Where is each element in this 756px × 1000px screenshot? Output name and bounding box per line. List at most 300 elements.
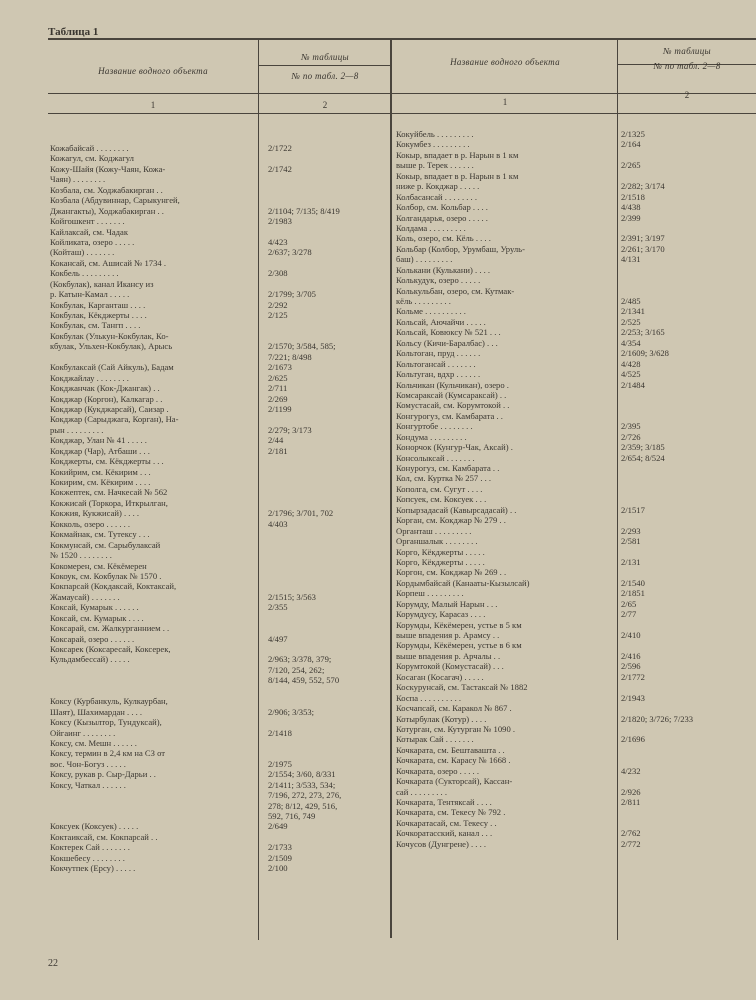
entry-reference: 2/581: [621, 536, 641, 547]
entry-name: Органшалык . . . . . . . .: [396, 536, 478, 547]
entry-name: Колькудук, озеро . . . . .: [396, 275, 481, 286]
entry-name: Кокмайнак, см. Тутексу . . .: [50, 529, 150, 540]
entry-name: Кочкарата, Тентяксай . . . .: [396, 797, 492, 807]
entry-name: Кондума . . . . . . . . .: [396, 431, 467, 442]
entry-name: Копсуек, см. Коксуек . . .: [396, 494, 487, 505]
entry-reference: [621, 755, 755, 765]
entry-reference: 4/131: [621, 254, 641, 265]
entry-reference: 2/1609; 3/628: [621, 348, 669, 359]
entry-name: выше р. Терек . . . . . .: [396, 160, 474, 171]
entry-reference: 2/1983: [268, 216, 292, 227]
entry-reference: [621, 494, 755, 504]
entry-reference: 2/1570; 3/584, 585;: [268, 341, 336, 352]
entry-reference: [621, 275, 755, 285]
entry-name: Кокирим, см. Кёкирим . . . .: [50, 477, 151, 487]
entry-name: Конорчок (Кунгур-Чак, Аксай) .: [396, 442, 513, 453]
entry-name: Кокджайлау . . . . . . . .: [50, 372, 129, 383]
entry-name: Коксарай, см. Жалкурганнием . .: [50, 623, 170, 634]
right-column-divider: [617, 40, 618, 940]
entry-name: Комсараксай (Кумсараксай) . .: [396, 389, 507, 400]
entry-reference: 2/649: [268, 821, 288, 832]
entry-name: Кольтоган, пруд . . . . . .: [396, 348, 481, 359]
entry-name: Корго, Кёкджерты . . . . .: [396, 546, 485, 557]
right-ref-header-line2: № по табл. 2—8: [653, 61, 721, 71]
entry-name: Кайлаксай, см. Чадак: [50, 226, 129, 237]
entry-reference: [268, 227, 388, 237]
entry-name: Кокансай, см. Ашисай № 1734 .: [50, 257, 166, 268]
entry-reference: [268, 258, 388, 268]
entry-reference: 2/77: [621, 609, 637, 620]
entry-name: [50, 675, 256, 685]
entry-name: Кокыр, впадает в р. Нарын в 1 км: [396, 149, 519, 160]
entry-name: ниже р. Кокджар . . . . .: [396, 181, 480, 192]
entry-reference: [268, 748, 388, 758]
entry-name: [50, 686, 256, 696]
entry-reference: 2/1199: [268, 403, 292, 414]
entry-name: Кордымбайсай (Канааты-Кызылсай): [396, 577, 530, 588]
entry-reference: [268, 279, 388, 289]
entry-reference: 2/1772: [621, 671, 645, 682]
entry-reference: 2/253; 3/165: [621, 327, 665, 338]
entry-reference: 2/293: [621, 525, 641, 536]
entry-reference: 4/232: [621, 765, 641, 776]
entry-name: Коксай, см. Кумарык . . . .: [50, 612, 144, 623]
entry-name: Чаян) . . . . . . . .: [50, 174, 106, 185]
entry-name: Кольбар (Колбор, Урумбаш, Уруль-: [396, 243, 525, 254]
entry-reference: [621, 411, 755, 421]
right-names-column: [396, 129, 616, 849]
entry-name: Кокшебесу . . . . . . . .: [50, 852, 125, 863]
entry-name: (Койташ) . . . . . . .: [50, 247, 115, 258]
entry-name: Шаят), Шахимардан . . . .: [50, 706, 143, 717]
entry-name: Кокжия, Кукжисай) . . . .: [50, 508, 140, 519]
entry-reference: [621, 776, 755, 786]
entry-name: кёль . . . . . . . . .: [396, 296, 451, 306]
entry-reference: [268, 153, 388, 163]
entry-reference: 2/125: [268, 310, 288, 320]
entry-reference: 2/395: [621, 421, 641, 432]
entry-reference: 7/221; 8/498: [268, 351, 312, 362]
entry-reference: 2/164: [621, 139, 641, 150]
entry-name: Корго, Кёкджерты . . . . .: [396, 556, 485, 567]
entry-reference: 2/1673: [268, 362, 292, 373]
entry-name: Кочкарата, см. Карасу № 1668 .: [396, 755, 511, 766]
entry-reference: 2/1722: [268, 143, 292, 153]
entry-reference: 2/261; 3/170: [621, 243, 665, 254]
entry-reference: 4/438: [621, 202, 641, 213]
entry-name: Коксу, рукав р. Сыр-Дарьи . .: [50, 769, 156, 780]
entry-reference: 2/1796; 3/701, 702: [268, 508, 334, 519]
entry-name: Кольме . . . . . . . . . .: [396, 306, 466, 317]
entry-reference: [621, 547, 755, 557]
entry-reference: [621, 567, 755, 577]
entry-name: Кокджар (Чар), Атбаши . . .: [50, 445, 150, 456]
entry-name: Кольтуган, вдхр . . . . . .: [396, 369, 481, 380]
entry-name: Козбала, см. Ходжабакирган . .: [50, 184, 163, 195]
entry-name: Конурогуз, см. Камбарата . .: [396, 463, 500, 473]
entry-name: Кольсай, Ковюксу № 521 . . .: [396, 327, 501, 338]
entry-name: Жамаусай) . . . . . . .: [50, 591, 120, 602]
left-column-number-2: 2: [322, 100, 328, 110]
entry-name: Корумдусу, Карасаз . . . .: [396, 609, 486, 620]
entry-reference: 2/762: [621, 828, 641, 839]
entry-reference: 2/1742: [268, 163, 292, 174]
entry-reference: [268, 738, 388, 748]
entry-reference: 2/1104; 7/135; 8/419: [268, 205, 340, 216]
entry-reference: 2/1325: [621, 129, 645, 139]
entry-reference: [268, 477, 388, 487]
entry-name: Кокыр, впадает в р. Нарын в 1 км: [396, 170, 519, 181]
entry-reference: [268, 174, 388, 184]
entry-name: сай . . . . . . . . .: [396, 786, 448, 797]
entry-reference: 2/1509: [268, 852, 292, 863]
entry-name: Кокбулак (Улькун-Кокбулак, Ко-: [50, 330, 169, 341]
entry-name: Кокчутпек (Ерсу) . . . . .: [50, 863, 136, 874]
entry-reference: 2/711: [268, 383, 288, 394]
entry-reference: [268, 320, 388, 330]
entry-reference: [621, 473, 755, 483]
entry-name: Колгандарья, озеро . . . . .: [396, 212, 488, 223]
entry-name: р. Катын-Камал . . . . .: [50, 289, 130, 300]
entry-reference: [621, 724, 755, 734]
entry-name: Колбор, см. Кольбар . . . .: [396, 202, 488, 213]
entry-reference: 2/906; 3/353;: [268, 706, 315, 717]
entry-name: кбулак, Ульхен-Кокбулак), Арысь: [50, 341, 173, 352]
entry-name: Кокбулак, Карганташ . . . .: [50, 299, 146, 310]
entry-name: Ойгаинг . . . . . . . .: [50, 727, 116, 738]
entry-reference: [268, 571, 388, 581]
entry-reference: 2/1411; 3/533, 534;: [268, 779, 336, 790]
entry-reference: [621, 640, 755, 650]
entry-reference: 2/485: [621, 296, 641, 306]
entry-reference: 2/269: [268, 393, 288, 404]
entry-reference: 2/963; 3/378, 379;: [268, 654, 332, 665]
entry-reference: 2/1484: [621, 379, 645, 390]
entry-name: Койликата, озеро . . . . .: [50, 236, 135, 247]
entry-name: Коскурунсай, см. Тастаксай № 1882: [396, 682, 528, 693]
entry-reference: 2/399: [621, 212, 641, 223]
entry-name: Кольтогансай . . . . . . .: [396, 358, 476, 369]
entry-name: Органташ . . . . . . . . .: [396, 525, 472, 536]
entry-reference: 2/65: [621, 598, 637, 609]
entry-reference: 2/1517: [621, 504, 645, 515]
entry-name: Кол, см. Куртка № 257 . . .: [396, 473, 492, 484]
entry-name: Кокбулак, см. Тангп . . . .: [50, 320, 141, 331]
entry-reference: 7/120, 254, 262;: [268, 664, 325, 675]
entry-reference: 2/1943: [621, 692, 645, 703]
entry-name: Комустасай, см. Корумтокой . .: [396, 400, 510, 411]
entry-name: [50, 352, 256, 362]
left-refs-column: [268, 143, 388, 874]
left-names-column: [50, 143, 256, 874]
entry-name: Кокбулаксай (Сай Айкуль), Бадам: [50, 362, 174, 373]
entry-name: вос. Чон-Богуз . . . . .: [50, 758, 126, 769]
entry-name: Корган, см. Кокджар № 279 . .: [396, 515, 506, 526]
entry-reference: 2/1851: [621, 588, 645, 599]
entry-name: Корумтокой (Комустасай) . . .: [396, 661, 504, 672]
entry-name: Коспа . . . . . . . . . .: [396, 692, 462, 703]
entry-reference: [268, 487, 388, 497]
entry-reference: 2/416: [621, 650, 641, 661]
entry-name: (Кокбулак), канал Иканcу из: [50, 278, 154, 289]
entry-name: Кокджар (Сарыджага, Корган), На-: [50, 414, 179, 425]
page-number: 22: [48, 958, 58, 969]
left-ref-header-line1: № таблицы: [301, 52, 349, 62]
entry-reference: [621, 463, 755, 473]
entry-reference: [268, 623, 388, 633]
entry-name: Кокжептек, см. Начкесай № 562: [50, 487, 168, 498]
entry-reference: 2/44: [268, 435, 284, 446]
entry-name: Копырзадасай (Кавырсадасай) . .: [396, 504, 517, 515]
entry-name: Кольсу (Кичи-Баралбас) . . .: [396, 337, 498, 348]
entry-name: Джангакты), Ходжабакирган . .: [50, 205, 164, 216]
entry-reference: 2/926: [621, 786, 641, 797]
entry-name: Кочкарата (Сукторсай), Кассан-: [396, 776, 513, 787]
entry-name: Колбасансай . . . . . . . .: [396, 191, 478, 202]
entry-name: Кокбель . . . . . . . . .: [50, 268, 119, 279]
entry-reference: [268, 581, 388, 591]
entry-name: Кокоук, см. Кокбулак № 1570 .: [50, 570, 162, 581]
entry-reference: 2/100: [268, 863, 288, 874]
entry-name: [50, 790, 256, 800]
entry-reference: 2/265: [621, 160, 641, 171]
entry-reference: [268, 550, 388, 560]
entry-reference: [268, 613, 388, 623]
entry-name: Коксу, Чаткал . . . . . .: [50, 779, 126, 790]
entry-reference: 2/410: [621, 630, 641, 640]
entry-name: Котырбулак (Котур) . . . .: [396, 713, 487, 724]
entry-name: Кокумбез . . . . . . . . .: [396, 139, 470, 150]
left-name-header: Название водного объекта: [98, 66, 208, 76]
entry-reference: [268, 832, 388, 842]
entry-reference: [268, 185, 388, 195]
entry-reference: 2/1418: [268, 727, 292, 738]
entry-name: Кочкарата, см. Текесу № 792 .: [396, 807, 506, 818]
entry-reference: 4/403: [268, 518, 288, 529]
entry-name: Койгошкент . . . . . . .: [50, 216, 125, 227]
entry-name: Кочкоратасский, канал . . .: [396, 828, 493, 839]
entry-name: [50, 811, 256, 821]
entry-name: Косаган (Косагач) . . . . .: [396, 671, 484, 682]
entry-name: Кожагул, см. Коджагул: [50, 153, 134, 164]
entry-name: Кочкарата, см. Бештавашта . .: [396, 744, 505, 755]
entry-reference: [621, 682, 755, 692]
entry-reference: [268, 644, 388, 654]
entry-name: Кокджар (Кукджарсай), Саизар .: [50, 403, 169, 414]
entry-reference: 2/131: [621, 556, 641, 567]
center-column-divider: [390, 38, 392, 938]
entry-name: Колдама . . . . . . . . .: [396, 222, 466, 233]
entry-name: Кокмунсай, см. Сарыбулаксай: [50, 539, 161, 550]
entry-name: Кокпарсай (Кокдаксай, Коктаксай,: [50, 581, 177, 592]
entry-name: Кокомерен, см. Кёкёмерен: [50, 560, 147, 571]
entry-name: Кольчикан (Кульчикан), озеро .: [396, 379, 509, 390]
entry-name: Корумду, Малый Нарын . . .: [396, 598, 498, 609]
entry-reference: 2/596: [621, 661, 641, 672]
entry-reference: [621, 286, 755, 296]
entry-name: Коксарай, озеро . . . . . .: [50, 633, 135, 644]
entry-name: Коктаиксай, см. Кокпарсай . .: [50, 831, 158, 842]
entry-reference: [621, 265, 755, 275]
entry-name: Кокбулак, Кёкджерты . . . .: [50, 310, 147, 320]
entry-reference: [268, 331, 388, 341]
left-ref-sub-rule: [258, 65, 390, 66]
entry-name: Косчапсай, см. Каракол № 867 .: [396, 703, 512, 714]
entry-reference: [621, 484, 755, 494]
entry-name: Кольсай, Аючайчи . . . . .: [396, 316, 486, 327]
entry-name: Кочкарата, озеро . . . . .: [396, 765, 480, 776]
left-column-divider: [258, 40, 259, 940]
entry-reference: 2/391; 3/197: [621, 233, 665, 244]
entry-reference: [268, 414, 388, 424]
entry-reference: [268, 696, 388, 706]
left-column-number-1: 1: [150, 100, 156, 110]
column-number-rule: [48, 113, 756, 114]
entry-name: Котурган, см. Кутурган № 1090 .: [396, 723, 516, 734]
entry-name: баш) . . . . . . . . .: [396, 254, 453, 265]
entry-reference: 2/1799; 3/705: [268, 289, 316, 300]
entry-reference: [268, 498, 388, 508]
entry-name: Коксу, см. Мешн . . . . . .: [50, 737, 137, 748]
entry-name: Коргон, см. Кокджар № 269 . .: [396, 567, 507, 578]
right-name-header: Название водного объекта: [450, 57, 560, 67]
entry-reference: [621, 807, 755, 817]
entry-reference: 4/525: [621, 369, 641, 380]
entry-reference: 4/497: [268, 633, 288, 644]
entry-reference: [621, 818, 755, 828]
entry-reference: 2/355: [268, 602, 288, 613]
entry-name: выше впадения р. Арчалы . .: [396, 650, 501, 661]
entry-name: Коль, озеро, см. Кёль . . . .: [396, 233, 491, 244]
entry-name: Кокджар, Улан № 41 . . . . .: [50, 435, 147, 446]
entry-reference: [621, 390, 755, 400]
entry-name: Консолыксай . . . . . . .: [396, 452, 475, 463]
entry-name: Конгурогуз, см. Камбарата . .: [396, 410, 503, 421]
entry-name: Кокийрим, см. Кёкирим . . .: [50, 466, 151, 477]
entry-reference: 2/308: [268, 268, 288, 279]
entry-reference: 2/654; 8/524: [621, 452, 665, 463]
entry-name: Кокджанчак (Кок-Джангак) . .: [50, 383, 160, 394]
right-refs-column: [621, 129, 755, 849]
entry-reference: 2/1733: [268, 842, 292, 853]
entry-reference: [268, 529, 388, 539]
entry-reference: [268, 540, 388, 550]
entry-name: [50, 665, 256, 675]
entry-reference: 8/144, 459, 552, 570: [268, 675, 340, 686]
table-label: Таблица 1: [48, 26, 99, 38]
entry-reference: [621, 620, 755, 630]
entry-name: Кокжисай (Торкора, Иткрылган,: [50, 497, 168, 508]
entry-reference: 2/359; 3/185: [621, 442, 665, 453]
entry-name: Кочкаратасай, см. Текесу . .: [396, 817, 497, 828]
right-ref-header-line1: № таблицы: [663, 46, 711, 56]
entry-reference: 2/772: [621, 838, 641, 849]
entry-name: Кокколь, озеро . . . . . .: [50, 518, 131, 529]
entry-name: выше впадения р. Арамсу . .: [396, 630, 500, 640]
entry-name: Козбала (Абдувиннар, Сарыкунгей,: [50, 195, 180, 206]
right-column-number-1: 1: [502, 97, 508, 107]
entry-name: Коксу (Кызылтор, Тундуксай),: [50, 717, 162, 728]
entry-name: [50, 801, 256, 811]
entry-reference: [621, 515, 755, 525]
entry-reference: 4/428: [621, 358, 641, 369]
entry-name: Кокджерты, см. Кёкджерты . . .: [50, 456, 164, 467]
entry-reference: 2/1554; 3/60, 8/331: [268, 769, 336, 780]
entry-reference: 2/292: [268, 299, 288, 310]
entry-name: Кочусов (Дунгрене) . . . .: [396, 838, 487, 849]
entry-reference: 2/181: [268, 445, 288, 456]
entry-reference: 592, 716, 749: [268, 811, 316, 821]
entry-reference: 2/1540: [621, 577, 645, 588]
entry-reference: [268, 456, 388, 466]
entry-reference: 2/525: [621, 316, 641, 327]
entry-name: Кокуйбель . . . . . . . . .: [396, 129, 474, 139]
entry-reference: 2/625: [268, 372, 288, 383]
right-column-number-2: 2: [684, 90, 690, 100]
entry-reference: [621, 703, 755, 713]
entry-reference: 7/196, 272, 273, 276,: [268, 790, 342, 801]
entry-name: рын . . . . . . . . .: [50, 424, 104, 435]
entry-reference: [621, 171, 755, 181]
entry-reference: 2/811: [621, 797, 641, 807]
entry-reference: 2/279; 3/173: [268, 424, 312, 435]
entry-reference: 2/637; 3/278: [268, 247, 312, 258]
entry-name: Коксай, Кумарык . . . . . .: [50, 602, 139, 613]
entry-reference: 2/1696: [621, 734, 645, 745]
entry-reference: [621, 745, 755, 755]
entry-reference: 2/1515; 3/563: [268, 591, 316, 602]
entry-reference: 2/1518: [621, 191, 645, 202]
entry-name: Коктерек Сай . . . . . . .: [50, 842, 130, 853]
entry-name: Коксу, термин в 2,4 км на СЗ от: [50, 748, 166, 759]
entry-name: Кожабайсай . . . . . . . .: [50, 143, 129, 153]
entry-reference: 278; 8/12, 429, 516,: [268, 800, 338, 811]
entry-name: № 1520 . . . . . . . .: [50, 550, 112, 561]
entry-name: Корпеш . . . . . . . . .: [396, 588, 464, 599]
entry-reference: [268, 686, 388, 696]
entry-reference: 2/1341: [621, 306, 645, 317]
entry-name: Кульдамбессай) . . . . .: [50, 654, 130, 665]
entry-reference: 2/1820; 3/726; 7/233: [621, 713, 694, 724]
top-rule: [48, 38, 756, 40]
entry-reference: 4/354: [621, 337, 641, 348]
entry-name: Кополга, см. Сугут . . . .: [396, 483, 483, 494]
entry-reference: 2/1975: [268, 758, 292, 769]
entry-name: Конгуртобе . . . . . . . .: [396, 421, 473, 432]
left-ref-header-line2: № по табл. 2—8: [291, 71, 359, 81]
entry-name: Коксарек (Коксаресай, Коксерек,: [50, 644, 171, 654]
entry-name: Колькульбан, озеро, см. Кутмак-: [396, 285, 515, 296]
entry-reference: [268, 561, 388, 571]
entry-reference: [621, 223, 755, 233]
entry-name: Кожу-Шайя (Кожу-Чаян, Кожа-: [50, 163, 166, 174]
entry-reference: [268, 717, 388, 727]
entry-reference: [621, 150, 755, 160]
entry-name: Коксуек (Коксуек) . . . . .: [50, 821, 139, 832]
entry-reference: 4/423: [268, 236, 288, 247]
entry-name: Кокджар (Коргон), Калкагар . .: [50, 393, 163, 404]
entry-reference: [621, 400, 755, 410]
entry-reference: [268, 467, 388, 477]
entry-name: Корумды, Кёкёмерен, устье в 5 км: [396, 619, 522, 630]
entry-name: Котырак Сай . . . . . . .: [396, 734, 474, 745]
entry-name: Коксу (Курбанкуль, Кулкаурбан,: [50, 696, 168, 707]
entry-reference: 2/726: [621, 431, 641, 442]
entry-reference: [268, 195, 388, 205]
entry-name: Корумды, Кёкёмерен, устье в 6 км: [396, 640, 522, 651]
entry-reference: 2/282; 3/174: [621, 181, 665, 192]
entry-name: Колькани (Кулькани) . . . .: [396, 264, 491, 275]
